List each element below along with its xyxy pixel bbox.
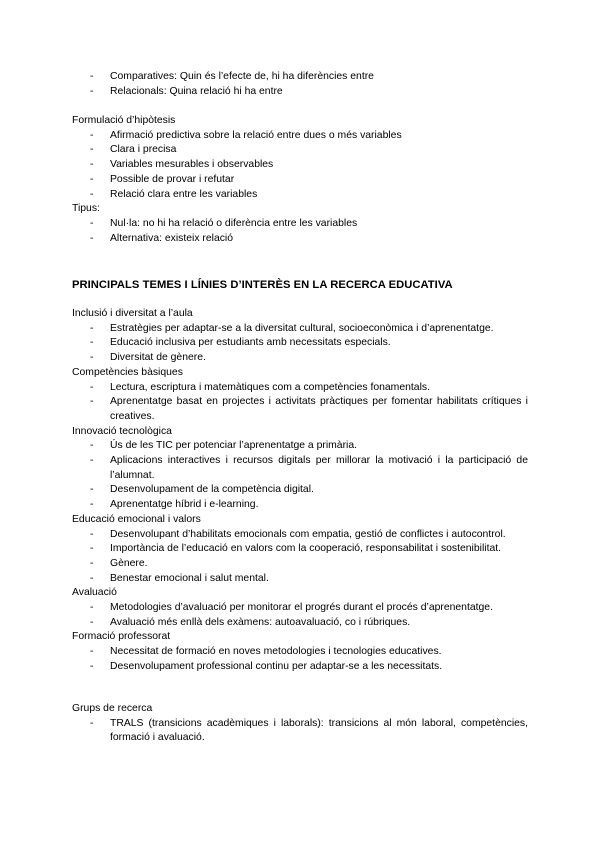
list-item: - Nul·la: no hi ha relació o diferència entre les variables	[72, 217, 528, 232]
list-item: - Relacionals: Quina relació hi ha entre	[72, 85, 528, 100]
topic-heading: Inclusió i diversitat a l’aula	[72, 308, 193, 319]
comparison-question-list	[72, 70, 528, 99]
list-item: - Desenvolupament de la competència digital.	[72, 483, 528, 498]
research-groups-heading: Grups de recerca	[72, 703, 153, 714]
list-item: - Benestar emocional i salut mental.	[72, 572, 528, 587]
list-item: - Avaluació més enllà dels exàmens: autoavaluació, co i rúbriques.	[72, 616, 528, 631]
list-item: - Possible de provar i refutar	[72, 173, 528, 188]
topic-heading: Avaluació	[72, 587, 117, 599]
list-item: - Comparatives: Quin és l’efecte de, hi ha diferències entre	[72, 70, 528, 85]
list-item: - Educació inclusiva per estudiants amb necessitats especials.	[72, 336, 528, 351]
list-item: - Importància de l’educació en valors com la cooperació, responsabilitat i sostenibilitat.	[72, 542, 528, 557]
list-item: - Relació clara entre les variables	[72, 188, 528, 203]
list-item: - Necessitat de formació en noves metodologies i tecnologies educatives.	[72, 645, 528, 660]
topic-heading: Formació professorat	[72, 631, 171, 643]
types-heading: Tipus:	[72, 203, 100, 215]
list-item: - Aplicacions interactives i recursos digitals per millorar la motivació i la participació de l’alumnat.	[72, 454, 528, 483]
list-item: - Variables mesurables i observables	[72, 158, 528, 173]
research-groups-section	[72, 702, 528, 746]
topic-heading: Educació emocional i valors	[72, 513, 201, 525]
list-item: - Clara i precisa	[72, 143, 528, 158]
topic-heading: Innovació tecnològica	[72, 425, 172, 437]
list-item: - Estratègies per adaptar-se a la diversitat cultural, socioeconòmica i d’aprenentatge.	[72, 322, 528, 337]
list-item: - Metodologies d’avaluació per monitorar el progrés durant el procés d’aprenentatge.	[72, 601, 528, 616]
topics-section	[72, 307, 528, 675]
list-item: - Gènere.	[72, 557, 528, 572]
list-item: - Ús de les TIC per potenciar l’aprenentatge a primària.	[72, 439, 528, 454]
section-title: PRINCIPALS TEMES I LÍNIES D’INTERÈS EN LA RECERCA EDUCATIVA	[72, 279, 453, 291]
list-item: - TRALS (transicions acadèmiques i laborals): transicions al món laboral, competències, formació i avaluació.	[72, 717, 528, 746]
list-item: - Aprenentatge basat en projectes i activitats pràctiques per fomentar habilitats crítiques i creatives.	[72, 395, 528, 424]
list-item: - Afirmació predictiva sobre la relació entre dues o més variables	[72, 129, 528, 144]
hypothesis-heading: Formulació d’hipòtesis	[72, 115, 176, 126]
list-item: - Desenvolupament professional continu per adaptar-se a les necessitats.	[72, 660, 528, 675]
topic-heading: Competències bàsiques	[72, 366, 183, 378]
list-item: - Desenvolupant d’habilitats emocionals com empatia, gestió de conflictes i autocontrol.	[72, 528, 528, 543]
list-item: - Lectura, escriptura i matemàtiques com a competències fonamentals.	[72, 381, 528, 396]
list-item: - Alternativa: existeix relació	[72, 232, 528, 247]
list-item: - Diversitat de gènere.	[72, 351, 528, 366]
hypothesis-section	[72, 114, 528, 246]
list-item: - Aprenentatge híbrid i e-learning.	[72, 498, 528, 513]
